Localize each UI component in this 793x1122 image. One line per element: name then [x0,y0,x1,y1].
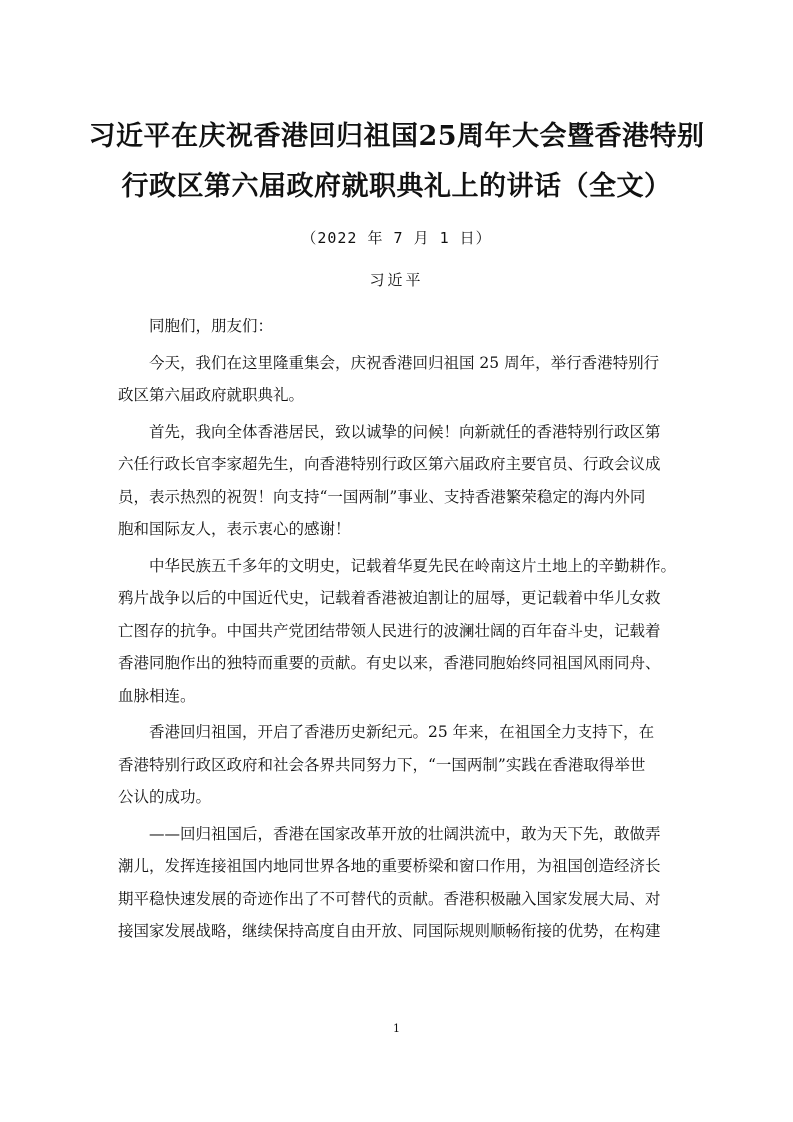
paragraph [118,818,676,948]
speech-body [118,310,676,952]
document-title [80,112,713,212]
text-line: 六任行政长官李家超先生，向香港特别行政区第六届政府主要官员、行政会议成 [118,455,661,473]
speech-date: （2022 年 7 月 1 日） [301,229,492,247]
text-line: 政区第六届政府就职典礼。 [118,386,305,404]
text-line: 胞和国际友人，表示衷心的感谢！ [118,520,351,538]
text-line: 接国家发展战略，继续保持高度自由开放、同国际规则顺畅衔接的优势，在构建 [118,922,661,940]
paragraph [118,416,676,546]
page-number: 1 [393,1022,400,1035]
text-line: 期平稳快速发展的奇迹作出了不可替代的贡献。香港积极融入国家发展大局、对 [118,889,661,908]
paragraph-greeting [118,310,676,343]
text-line: 香港同胞作出的独特而重要的贡献。有史以来，香港同胞始终同祖国风雨同舟、 [118,654,661,672]
text-line: 今天，我们在这里隆重集会，庆祝香港回归祖国 25 周年，举行香港特别行 [149,353,660,372]
speech-author: 习近平 [369,271,424,289]
title-line: 习近平在庆祝香港回归祖国25周年大会暨香港特别 [88,121,705,152]
text-line: 首先，我向全体香港居民，致以诚挚的问候！向新就任的香港特别行政区第 [149,422,661,441]
text-line: 潮儿，发挥连接祖国内地同世界各地的重要桥梁和窗口作用，为祖国创造经济长 [118,857,661,875]
text-line: ——回归祖国后，香港在国家改革开放的壮阔洪流中，敢为天下先，敢做弄 [149,824,661,843]
paragraph [118,550,676,713]
text-line: 中华民族五千多年的文明史，记载着华夏先民在岭南这片土地上的辛勤耕作。 [149,556,677,575]
text-line: 公认的成功。 [118,788,212,806]
title-line: 行政区第六届政府就职典礼上的讲话（全文） [121,171,672,202]
text-line: 血脉相连。 [118,686,196,705]
paragraph [118,716,676,814]
text-line: 同胞们，朋友们： [149,317,274,335]
text-line: 香港特别行政区政府和社会各界共同努力下，“一国两制”实践在香港取得举世 [118,755,646,774]
text-line: 香港回归祖国，开启了香港历史新纪元。25 年来，在祖国全力支持下，在 [149,723,655,741]
text-line: 鸦片战争以后的中国近代史，记载着香港被迫割让的屈辱，更记载着中华儿女救 [118,589,661,607]
paragraph [118,347,676,412]
text-line: 亡图存的抗争。中国共产党团结带领人民进行的波澜壮阔的百年奋斗史，记载着 [118,621,661,640]
text-line: 员，表示热烈的祝贺！向支持“一国两制”事业、支持香港繁荣稳定的海内外同 [118,487,646,506]
